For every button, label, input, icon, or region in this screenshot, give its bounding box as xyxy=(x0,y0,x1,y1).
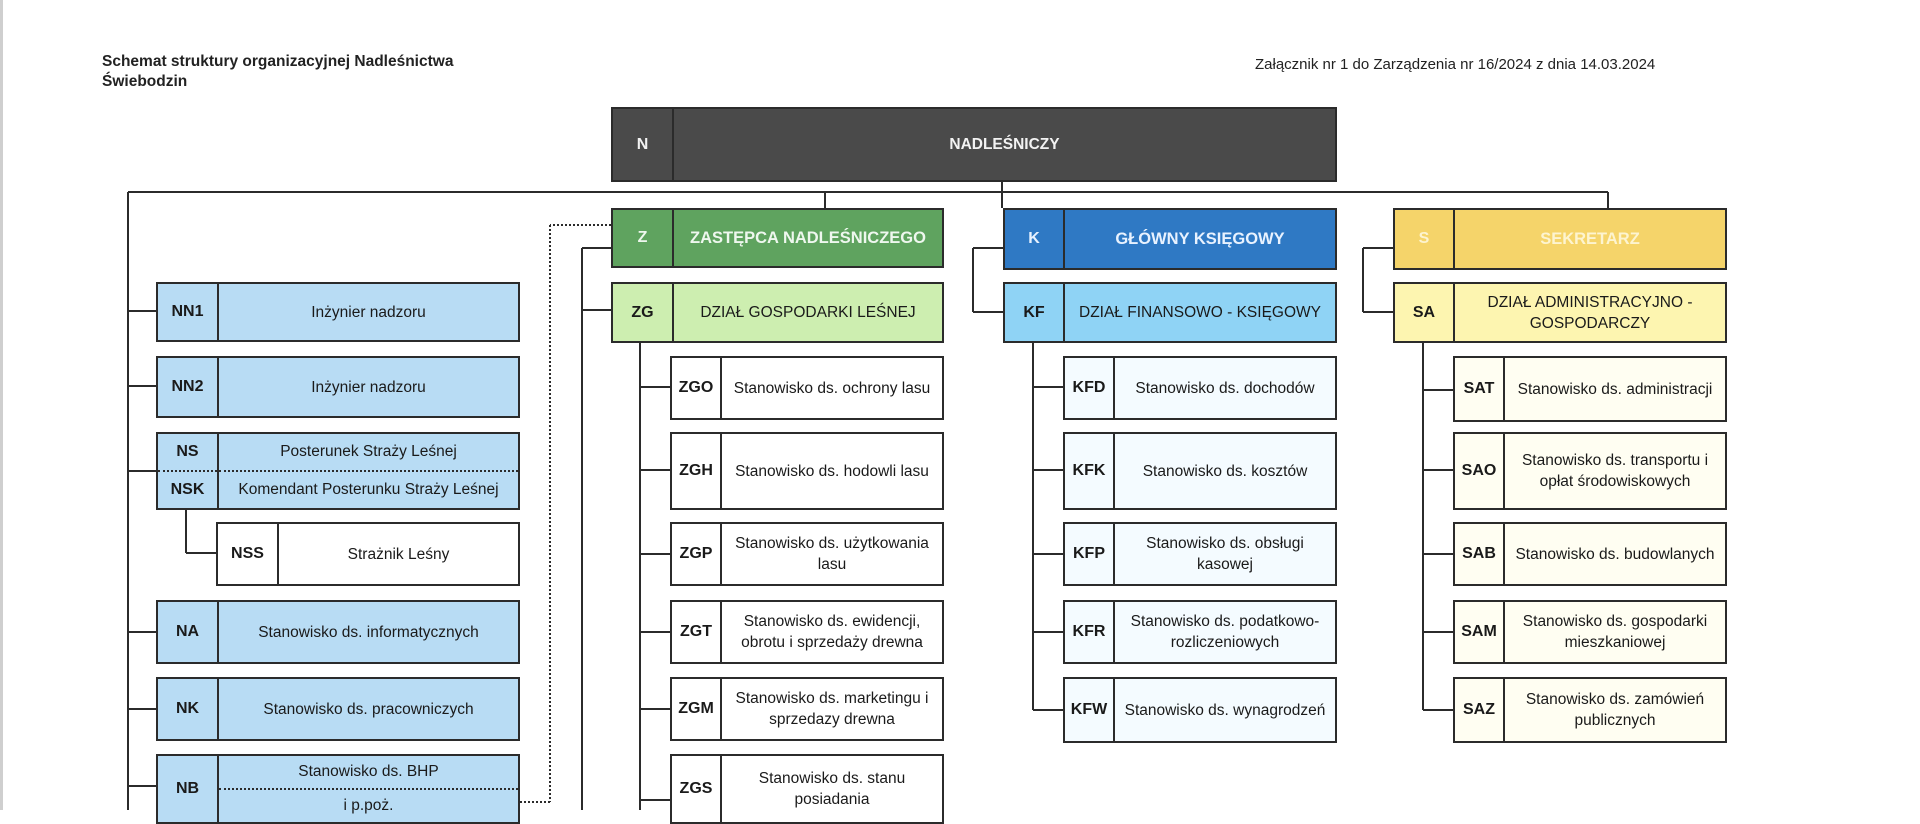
unit-name: Stanowisko ds. pracowniczych xyxy=(263,700,474,718)
unit-name: Komendant Posterunku Straży Leśnej xyxy=(219,470,518,508)
department-zg[interactable] xyxy=(611,282,944,343)
accountant-name: GŁÓWNY KSIĘGOWY xyxy=(1115,229,1285,248)
position-zgs[interactable] xyxy=(670,754,944,824)
position-code: SAZ xyxy=(1455,679,1505,741)
title-line-1: Schemat struktury organizacyjnej Nadleśnictwa xyxy=(102,53,454,70)
position-kfw[interactable] xyxy=(1063,677,1337,743)
position-zgp[interactable] xyxy=(670,522,944,586)
position-name: Stanowisko ds. kosztów xyxy=(1142,462,1308,480)
unit-name: Stanowisko ds. informatycznych xyxy=(258,623,479,641)
unit-nn1[interactable] xyxy=(156,282,520,342)
department-code: KF xyxy=(1005,284,1065,341)
unit-name: Posterunek Straży Leśnej xyxy=(280,443,457,460)
secretary-name: SEKRETARZ xyxy=(1540,229,1640,248)
unit-code-stack xyxy=(158,434,219,508)
position-kfd[interactable] xyxy=(1063,356,1337,420)
position-name: Stanowisko ds. stanu posiadania xyxy=(758,770,906,808)
position-code: SAT xyxy=(1455,358,1505,420)
position-kfk[interactable] xyxy=(1063,432,1337,510)
position-zgt[interactable] xyxy=(670,600,944,664)
department-kf[interactable] xyxy=(1003,282,1337,343)
position-code: SAM xyxy=(1455,602,1505,662)
position-zgm[interactable] xyxy=(670,677,944,741)
position-code: ZGP xyxy=(672,524,722,584)
position-sab[interactable] xyxy=(1453,522,1727,586)
position-name: Stanowisko ds. marketingu i sprzedazy drewna xyxy=(735,690,929,728)
position-name: Stanowisko ds. hodowli lasu xyxy=(735,462,929,480)
position-code: KFR xyxy=(1065,602,1115,662)
unit-code: NS xyxy=(176,443,199,460)
department-code: SA xyxy=(1395,284,1455,341)
director-box[interactable] xyxy=(611,107,1337,182)
position-code: ZGO xyxy=(672,358,722,418)
position-name: Stanowisko ds. wynagrodzeń xyxy=(1124,701,1326,719)
department-code: ZG xyxy=(613,284,674,341)
position-kfp[interactable] xyxy=(1063,522,1337,586)
department-name: DZIAŁ ADMINISTRACYJNO - GOSPODARCZY xyxy=(1487,293,1693,332)
position-code: ZGM xyxy=(672,679,722,739)
director-code: N xyxy=(613,109,674,180)
position-code: KFP xyxy=(1065,524,1115,584)
department-name: DZIAŁ GOSPODARKI LEŚNEJ xyxy=(700,304,916,321)
position-name: Stanowisko ds. gospodarki mieszkaniowej xyxy=(1522,613,1708,651)
unit-name: Inżynier nadzoru xyxy=(311,378,426,396)
position-code: KFD xyxy=(1065,358,1115,418)
position-sat[interactable] xyxy=(1453,356,1727,422)
position-name: Stanowisko ds. transportu i opłat środowiskowych xyxy=(1521,452,1709,490)
position-code: ZGH xyxy=(672,434,722,508)
position-name: Stanowisko ds. dochodów xyxy=(1135,379,1315,397)
position-name: Stanowisko ds. ochrony lasu xyxy=(733,379,931,397)
position-kfr[interactable] xyxy=(1063,600,1337,664)
deputy-name: ZASTĘPCA NADLEŚNICZEGO xyxy=(690,228,926,247)
position-name: Stanowisko ds. administracji xyxy=(1517,380,1713,398)
position-name: Stanowisko ds. ewidencji, obrotu i sprzedaży drewna xyxy=(741,613,923,651)
secretary-code: S xyxy=(1395,210,1455,268)
position-name: Stanowisko ds. budowlanych xyxy=(1515,545,1715,563)
position-zgo[interactable] xyxy=(670,356,944,420)
unit-name: i p.poż. xyxy=(219,788,518,822)
unit-name: Stanowisko ds. BHP xyxy=(298,763,439,780)
unit-code: NN2 xyxy=(158,358,219,416)
position-name: Stanowisko ds. podatkowo-rozliczeniowych xyxy=(1130,613,1320,651)
unit-nk[interactable] xyxy=(156,677,520,741)
position-sao[interactable] xyxy=(1453,432,1727,510)
annex-reference: Załącznik nr 1 do Zarządzenia nr 16/2024 z dnia 14.03.2024 xyxy=(1255,56,1656,73)
position-code: KFK xyxy=(1065,434,1115,508)
document-title xyxy=(102,52,453,92)
position-code: SAO xyxy=(1455,434,1505,508)
unit-code: NSS xyxy=(218,524,279,584)
deputy-box[interactable] xyxy=(611,208,944,268)
unit-code: NK xyxy=(158,679,219,739)
department-name: DZIAŁ FINANSOWO - KSIĘGOWY xyxy=(1079,304,1321,321)
position-saz[interactable] xyxy=(1453,677,1727,743)
unit-name: Inżynier nadzoru xyxy=(311,303,426,321)
unit-name: Strażnik Leśny xyxy=(347,545,450,563)
unit-code: NA xyxy=(158,602,219,662)
position-code: SAB xyxy=(1455,524,1505,584)
accountant-code: K xyxy=(1005,210,1065,268)
position-name: Stanowisko ds. użytkowania lasu xyxy=(735,535,929,573)
deputy-code: Z xyxy=(613,210,674,266)
director-name: NADLEŚNICZY xyxy=(949,136,1060,153)
title-line-2: Świebodzin xyxy=(102,73,188,90)
unit-code: NN1 xyxy=(158,284,219,340)
unit-code: NSK xyxy=(158,470,217,508)
unit-nn2[interactable] xyxy=(156,356,520,418)
position-name: Stanowisko ds. zamówień publicznych xyxy=(1525,691,1705,729)
position-zgh[interactable] xyxy=(670,432,944,510)
unit-nb[interactable] xyxy=(156,754,520,824)
unit-na[interactable] xyxy=(156,600,520,664)
position-name: Stanowisko ds. obsługi kasowej xyxy=(1146,535,1304,573)
position-code: ZGT xyxy=(672,602,722,662)
position-code: KFW xyxy=(1065,679,1115,741)
accountant-box[interactable] xyxy=(1003,208,1337,270)
unit-ns-nsk[interactable] xyxy=(156,432,520,510)
secretary-box[interactable] xyxy=(1393,208,1727,270)
position-sam[interactable] xyxy=(1453,600,1727,664)
position-code: ZGS xyxy=(672,756,722,822)
department-sa[interactable] xyxy=(1393,282,1727,343)
unit-code: NB xyxy=(158,756,219,822)
unit-nss[interactable] xyxy=(216,522,520,586)
